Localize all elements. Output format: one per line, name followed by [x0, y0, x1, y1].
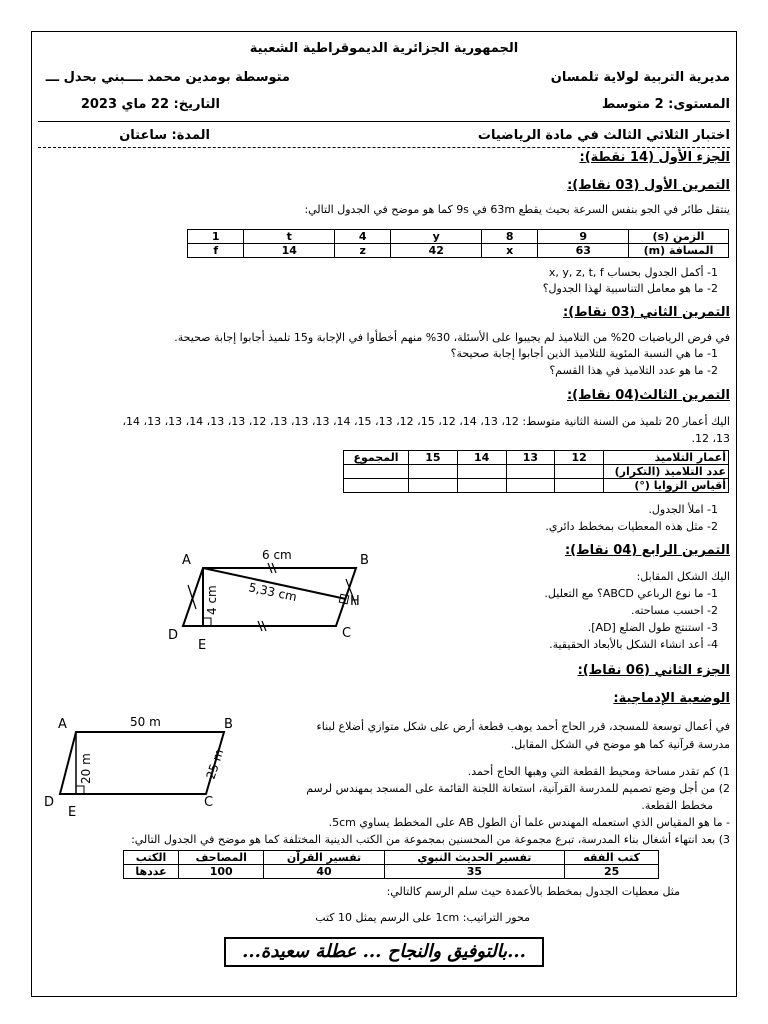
- ex1-intro: ينتقل طائر في الجو بنفس السرعة بحيث يقطع 63m في 9s كما هو موضح في الجدول التالي:: [304, 203, 730, 216]
- directorate: مديرية التربية لولاية تلمسان: [550, 70, 730, 85]
- ex3-empty-cell: [344, 465, 409, 479]
- ex3-row2-label: عدد التلاميذ (التكرار): [604, 465, 729, 479]
- ex3-empty-cell: [555, 465, 604, 479]
- ex2-intro: في فرض الرياضيات 20% من التلاميذ لم يجيبوا على الأسئلة، 30% منهم أخطأوا في الإجابة و15 تلميذ أجابوا إجابة صحيحة.: [174, 331, 730, 344]
- ex3-empty-cell: [506, 479, 555, 493]
- p2-q3: 3) بعد انتهاء أشغال بناء المدرسة، تبرع مجموعة من المحسنين بمجموعة من الكتب الدينية المختلفة كما هو موضح في الجدول التالي:: [131, 833, 730, 846]
- ex2-title: التمرين الثاني (03 نقاط):: [563, 305, 730, 320]
- ex1-cell: 8: [482, 230, 538, 244]
- books-header-cell: المصاحف: [179, 851, 264, 865]
- fig2-label-d: D: [44, 795, 55, 810]
- p2-q1: 1) كم تقدر مساحة ومحيط القطعة التي وهبها الحاج أحمد.: [467, 765, 730, 778]
- p2-q3-b: محور التراتيب: 1cm على الرسم يمثل 10 كتب: [315, 911, 530, 924]
- school-name: متوسطة بومدين محمد ــــبني بحدل ـــ: [45, 70, 290, 85]
- ex1-cell: 14: [244, 244, 335, 258]
- ex3-header-label: أعمار التلاميذ: [604, 451, 729, 465]
- fig1-label-ab: 6 cm: [262, 548, 292, 562]
- ex1-cell: y: [391, 230, 482, 244]
- ex1-cell: 9: [538, 230, 629, 244]
- ex3-age-cell: 12: [555, 451, 604, 465]
- fig1-label-b: B: [360, 553, 369, 568]
- ex4-q1: 1- ما نوع الرباعي ABCD؟ مع التعليل.: [544, 587, 718, 600]
- ex3-table-angle-row: [344, 479, 729, 493]
- books-value-cell: 100: [179, 865, 264, 879]
- ex1-title: التمرين الأول (03 نقاط):: [567, 178, 730, 193]
- ex1-table: [187, 229, 729, 258]
- ex4-figure: [160, 543, 390, 655]
- fig1-label-d: D: [168, 628, 179, 643]
- ex1-row1-label: الزمن (s): [629, 230, 729, 244]
- ex3-empty-cell: [555, 479, 604, 493]
- ex3-q1: 1- املأ الجدول.: [648, 503, 718, 516]
- ex3-table-freq-row: [344, 465, 729, 479]
- ex3-title: التمرين الثالث(04 نقاط):: [566, 388, 730, 403]
- fig1-label-height: 4 cm: [205, 585, 219, 615]
- ex3-intro-line2: 13، 12.: [691, 432, 730, 445]
- fig2-label-bc: 25 m: [203, 747, 227, 781]
- fig2-label-b: B: [224, 717, 233, 732]
- ex1-cell: 4: [335, 230, 391, 244]
- ex4-title: التمرين الرابع (04 نقاط):: [564, 543, 730, 558]
- ex3-empty-cell: [457, 479, 506, 493]
- header-divider: [38, 121, 730, 122]
- ex3-total-label: المجموع: [344, 451, 409, 465]
- situation-title: الوضعية الإدماجية:: [613, 691, 730, 706]
- part2-title: الجزء الثاني (06 نقاط):: [577, 663, 730, 678]
- p2-q2-line2: مخطط القطعة.: [641, 799, 713, 812]
- republic-title: الجمهورية الجزائرية الديموقراطية الشعبية: [249, 41, 519, 56]
- books-header-cell: الكتب: [124, 851, 179, 865]
- fig2-label-ab: 50 m: [130, 715, 161, 729]
- fig1-label-h: H: [350, 594, 360, 609]
- ex3-empty-cell: [506, 465, 555, 479]
- ex3-age-cell: 13: [506, 451, 555, 465]
- books-value-row: [124, 865, 659, 879]
- p2-q2-line1: 2) من أجل وضع تصميم للمدرسة القرآنية، استعانة اللجنة القائمة على المسجد بمهندس لرسم: [306, 782, 730, 795]
- ex3-empty-cell: [409, 479, 458, 493]
- fig1-label-e: E: [198, 638, 207, 653]
- closing-message: ...بالتوفيق والنجاح ... عطلة سعيدة...: [224, 937, 544, 967]
- books-header-cell: تفسير القرآن: [264, 851, 384, 865]
- ex1-q2: 2- ما هو معامل التناسبية لهذا الجدول؟: [542, 282, 718, 295]
- ex3-table-header-row: [344, 451, 729, 465]
- ex4-q3: 3- استنتج طول الضلع [AD].: [587, 621, 718, 634]
- books-value-cell: عددها: [124, 865, 179, 879]
- ex1-cell: z: [335, 244, 391, 258]
- ex1-cell: 42: [391, 244, 482, 258]
- p2-q3-a: مثل معطيات الجدول بمخطط بالأعمدة حيث سلم الرسم كالتالي:: [386, 885, 680, 898]
- ex1-cell: f: [188, 244, 244, 258]
- fig2-label-e: E: [68, 805, 77, 820]
- books-value-cell: 25: [565, 865, 659, 879]
- p2-intro-line2: مدرسة قرآنية كما هو موضح في الشكل المقابل.: [510, 738, 730, 751]
- books-header-cell: كتب الفقه: [565, 851, 659, 865]
- books-header-cell: تفسير الحديث النبوي: [384, 851, 565, 865]
- ex1-cell: t: [244, 230, 335, 244]
- ex3-table: [343, 450, 729, 493]
- ex1-cell: 63: [538, 244, 629, 258]
- fig2-label-c: C: [204, 795, 214, 810]
- ex1-cell: 1: [188, 230, 244, 244]
- ex3-empty-cell: [344, 479, 409, 493]
- fig2-label-height: 20 m: [79, 753, 93, 784]
- ex1-table-row-time: [188, 230, 729, 244]
- ex2-q2: 2- ما هو عدد التلاميذ في هذا القسم؟: [549, 364, 718, 377]
- p2-intro-line1: في أعمال توسعة للمسجد، قرر الحاج أحمد يوهب قطعة أرض على شكل متوازي أضلاع لبناء: [316, 720, 730, 733]
- exam-duration: المدة: ساعتان: [119, 128, 210, 143]
- books-table: [123, 850, 659, 879]
- p2-q2-line3: - ما هو المقياس الذي استعمله المهندس علما أن الطول AB على المخطط يساوي 5cm.: [328, 816, 730, 829]
- ex3-intro-line1: اليك أعمار 20 تلميذ من السنة الثانية متوسط: 12، 13، 14، 12، 15، 12، 13، 15، 14، 13، 13، 13، 12، 13، 13، 14، 13، 13، 14،: [122, 415, 730, 428]
- p2-figure: [38, 712, 253, 824]
- ex3-empty-cell: [409, 465, 458, 479]
- ex3-row3-label: أقياس الزوايا (°): [604, 479, 729, 493]
- exam-title: اختبار الثلاثي الثالث في مادة الرياضيات: [477, 128, 730, 143]
- ex3-q2: 2- مثل هذه المعطيات بمخطط دائري.: [545, 520, 718, 533]
- ex1-row2-label: المسافة (m): [629, 244, 729, 258]
- level: المستوى: 2 متوسط: [601, 97, 730, 112]
- ex3-age-cell: 15: [409, 451, 458, 465]
- title-divider: [38, 147, 730, 148]
- part1-title: الجزء الأول (14 نقطة):: [579, 150, 730, 165]
- books-header-row: [124, 851, 659, 865]
- ex3-age-cell: 14: [457, 451, 506, 465]
- exam-date: التاريخ: 22 ماي 2023: [80, 97, 220, 112]
- books-value-cell: 35: [384, 865, 565, 879]
- ex4-q2: 2- احسب مساحته.: [630, 604, 718, 617]
- fig2-label-a: A: [58, 717, 67, 732]
- ex4-intro: اليك الشكل المقابل:: [636, 570, 730, 583]
- ex3-empty-cell: [457, 465, 506, 479]
- fig1-label-a: A: [182, 553, 191, 568]
- ex4-q4: 4- أعد انشاء الشكل بالأبعاد الحقيقية.: [549, 638, 718, 651]
- fig1-label-c: C: [342, 626, 352, 641]
- ex2-q1: 1- ما هي النسبة المئوية للتلاميذ الذين أجابوا إجابة صحيحة؟: [450, 347, 718, 360]
- fig1-label-diag: 5,33 cm: [247, 580, 299, 605]
- ex1-table-row-distance: [188, 244, 729, 258]
- ex1-cell: x: [482, 244, 538, 258]
- books-value-cell: 40: [264, 865, 384, 879]
- ex1-q1: 1- أكمل الجدول بحساب x, y, z, t, f: [548, 266, 718, 279]
